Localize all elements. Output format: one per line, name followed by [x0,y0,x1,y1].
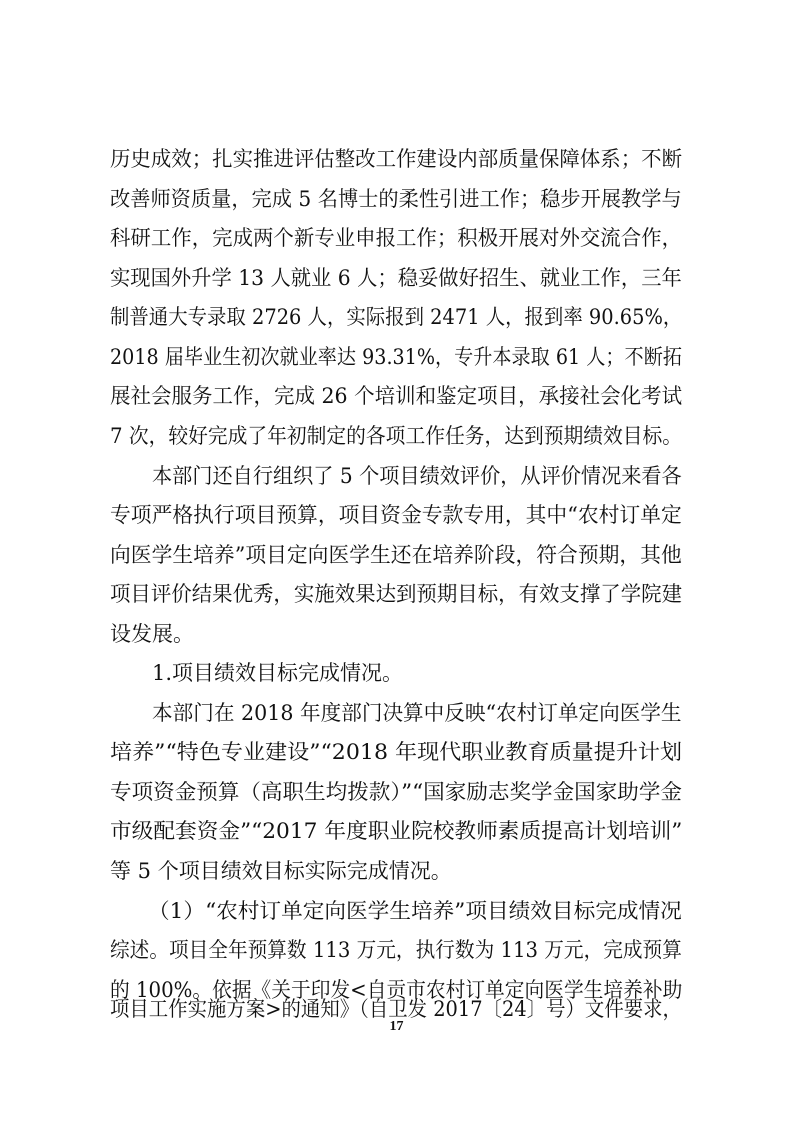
text-line-content: 实现国外升学 13 人就业 6 人；稳妥做好招生、就业工作，三年 [110,266,682,290]
text-line-content: 科研工作，完成两个新专业申报工作；积极开展对外交流合作， [110,226,682,250]
text-line [0,772,793,812]
text-line-content: 历史成效；扎实推进评估整改工作建设内部质量保障体系；不断 [110,147,682,171]
text-line [0,297,793,337]
text-line [0,574,793,614]
text-line-content: 项目工作实施方案>的通知》（自卫发 2017〔24〕号）文件要求， [110,997,682,1021]
text-line [0,930,793,970]
text-line-content: 1.项目绩效目标完成情况。 [152,661,404,685]
text-line [0,693,793,733]
text-line-content: 7 次，较好完成了年初制定的各项工作任务，达到预期绩效目标。 [110,424,683,448]
text-line-content: 设发展。 [110,622,194,646]
text-line [0,179,793,219]
text-line [0,337,793,377]
text-line [0,218,793,258]
text-line [0,495,793,535]
text-line-content: 项目评价结果优秀，实施效果达到预期目标，有效支撑了学院建 [110,582,682,606]
text-line [0,139,793,179]
text-line-content: 等 5 个项目绩效目标实际完成情况。 [110,859,452,883]
text-line [0,376,793,416]
text-line [0,456,793,496]
text-line-content: 专项严格执行项目预算，项目资金专款专用，其中“农村订单定 [110,503,682,527]
text-line [0,614,793,654]
text-line [0,416,793,456]
text-line-content: 改善师资质量，完成 5 名博士的柔性引进工作；稳步开展教学与 [110,187,682,211]
text-line-content: （1）“农村订单定向医学生培养”项目绩效目标完成情况 [148,899,682,923]
text-line-content: 专项资金预算（高职生均拨款）”“国家励志奖学金国家助学金 [110,780,682,804]
text-line-content: 本部门在 2018 年度部门决算中反映“农村订单定向医学生 [152,701,682,725]
text-line-content: 2018 届毕业生初次就业率达 93.31%，专升本录取 61 人；不断拓 [110,345,682,369]
text-line-content: 向医学生培养”项目定向医学生还在培养阶段，符合预期，其他 [110,543,682,567]
text-line-content: 本部门还自行组织了 5 个项目绩效评价，从评价情况来看各 [152,464,682,488]
text-line [0,258,793,298]
text-line [0,851,793,891]
text-line [0,732,793,772]
text-line-content: 市级配套资金”“2017 年度职业院校教师素质提高计划培训” [110,819,683,843]
text-line [0,535,793,575]
text-line-content: 培养”“特色专业建设”“2018 年现代职业教育质量提升计划 [110,740,683,764]
text-line-content: 的 100%。依据《关于印发<自贡市农村订单定向医学生培养补助 [110,978,683,1002]
text-line [0,653,793,693]
text-line-content: 综述。项目全年预算数 113 万元，执行数为 113 万元，完成预算 [110,938,682,962]
text-line [0,811,793,851]
text-line-content: 展社会服务工作，完成 26 个培训和鉴定项目，承接社会化考试 [110,384,683,408]
page-number: 17 [389,1019,404,1034]
text-line [0,891,793,931]
text-line-content: 制普通大专录取 2726 人，实际报到 2471 人，报到率 90.65%， [110,305,683,329]
